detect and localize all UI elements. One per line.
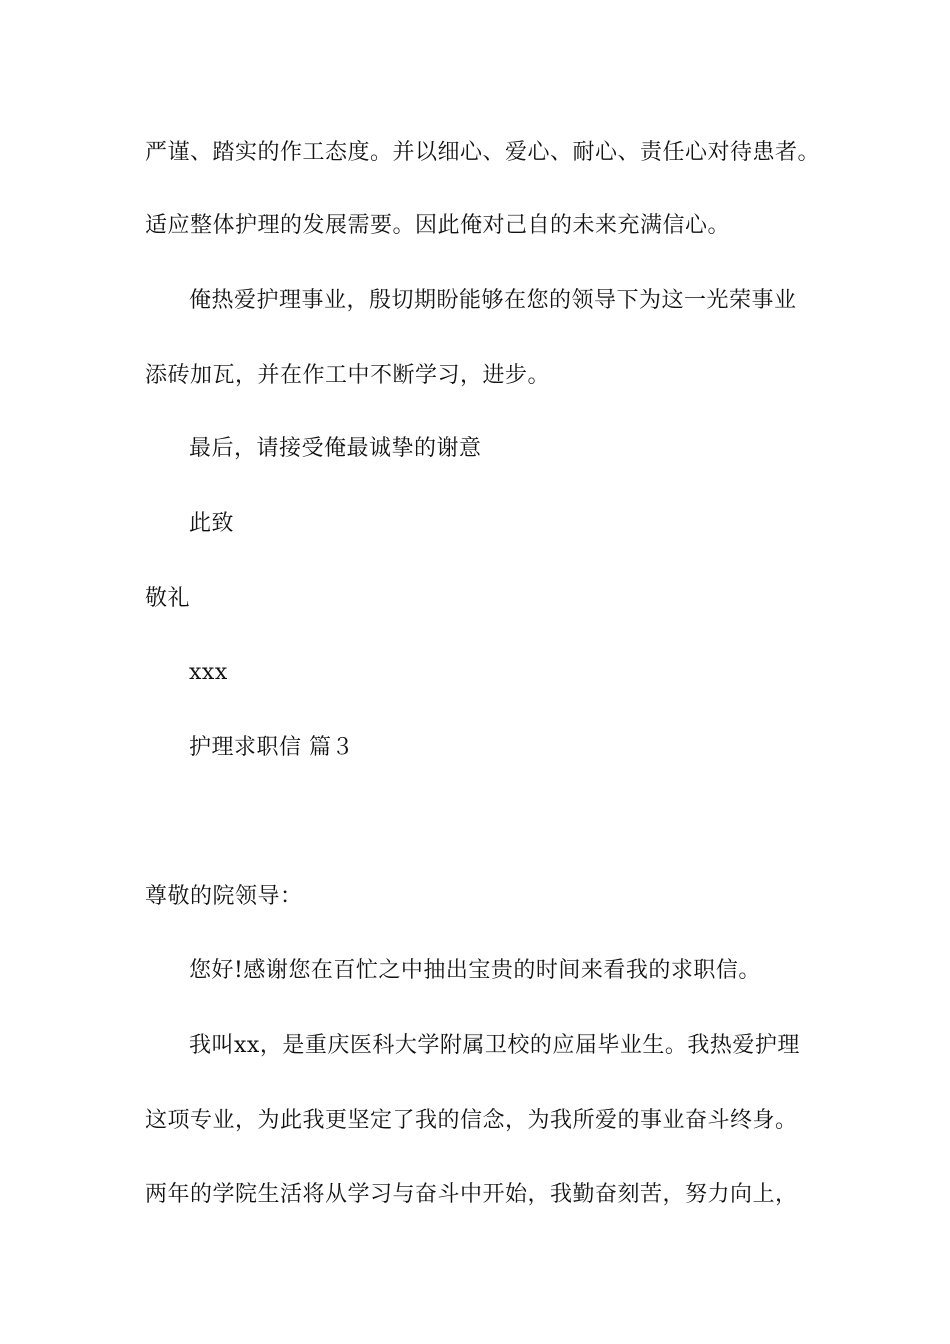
paragraph-line-2: 适应整体护理的发展需要。因此俺对己自的未来充满信心。 <box>145 213 731 238</box>
signature-name: xxx <box>189 660 228 685</box>
paragraph-line-8: 两年的学院生活将从学习与奋斗中开始，我勤奋刻苦，努力向上， <box>145 1182 798 1207</box>
paragraph-line-1: 严谨、踏实的作工态度。并以细心、爱心、耐心、责任心对待患者。 <box>145 140 821 165</box>
closing-thanks: 最后，请接受俺最诚挚的谢意 <box>189 436 482 461</box>
paragraph-line-6: 我叫xx，是重庆医科大学附属卫校的应届毕业生。我热爱护理 <box>189 1033 800 1058</box>
section-heading: 护理求职信 篇３ <box>189 735 354 760</box>
letter-greeting: 尊敬的院领导： <box>145 884 303 909</box>
paragraph-line-3: 俺热爱护理事业，殷切期盼能够在您的领导下为这一光荣事业 <box>189 288 797 313</box>
paragraph-line-5: 您好!感谢您在百忙之中抽出宝贵的时间来看我的求职信。 <box>189 958 761 983</box>
closing-salutation: 此致 <box>189 511 235 536</box>
closing-regards: 敬礼 <box>145 586 191 611</box>
paragraph-line-4: 添砖加瓦，并在作工中不断学习，进步。 <box>145 363 551 388</box>
paragraph-line-7: 这项专业，为此我更坚定了我的信念，为我所爱的事业奋斗终身。 <box>145 1108 798 1133</box>
